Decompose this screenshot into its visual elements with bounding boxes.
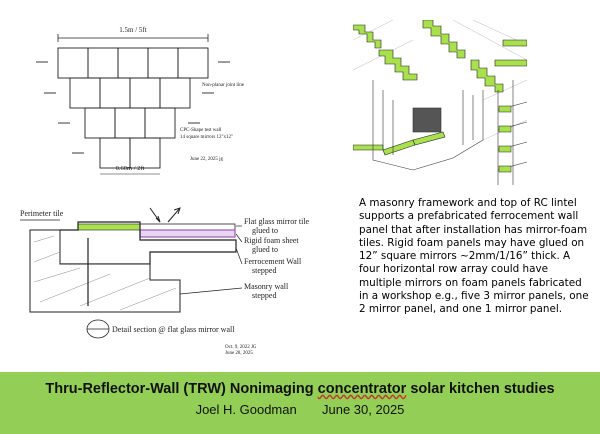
joint-line-label: Non-planar joint line xyxy=(202,83,244,88)
rigid-foam-sheet xyxy=(140,230,235,237)
date-label-2: June 28, 2025 xyxy=(225,351,253,356)
footer-band xyxy=(0,372,600,434)
perimeter-tile-label: Perimeter tile xyxy=(20,209,64,218)
date-label: June 22, 2025 jg xyxy=(190,157,224,162)
mirror-tile-label-1: Flat glass mirror tile xyxy=(244,217,310,226)
perspective-sketch xyxy=(353,20,527,185)
top-dimension-label: 1.5m / 5ft xyxy=(119,26,147,34)
detail-caption: Detail section @ flat glass mirror wall xyxy=(112,325,235,334)
perimeter-tile-strip xyxy=(78,224,140,230)
test-wall-label: CPC-Shape test wall xyxy=(180,128,222,133)
bottom-dimension-label: 0.60m / 2ft xyxy=(115,165,145,172)
ferrocement-label-1: Ferrocement Wall xyxy=(244,257,302,266)
masonry-label-2: stepped xyxy=(252,291,277,300)
masonry-label-1: Masonry wall xyxy=(244,282,289,291)
foam-label-2: glued to xyxy=(252,245,278,254)
mirror-count-label: 14 square mirrors 12"x12" xyxy=(180,135,234,140)
footer-title-part3: solar kitchen studies xyxy=(406,381,555,397)
cpc-wall-elevation-drawing xyxy=(30,20,260,180)
foam-label-1: Rigid foam sheet xyxy=(244,236,299,245)
section-detail-drawing xyxy=(20,202,350,367)
footer-title-part1: Thru-Reflector-Wall (TRW) Nonimaging xyxy=(45,381,318,397)
footer-title-part2: concentrator xyxy=(317,381,407,397)
ferrocement-label-2: stepped xyxy=(252,266,277,275)
date-label-1: Oct. 9, 2022 JG xyxy=(225,345,257,350)
mirror-tile-label-2: glued to xyxy=(252,226,278,235)
footer-title xyxy=(0,381,600,397)
footer-byline: Joel H. Goodman June 30, 2025 xyxy=(195,402,405,417)
description-text: A masonry framework and top of RC lintel supports a prefabricated ferrocement wall panel that after installation has mirror-foam tiles. Rigid foam panels may have glued on 12” square mirrors ~2mm/1/16” thick. A four horizontal row array could have multiple mirrors on foam panels fabricated in a workshop e.g., five 3 mirror panels, one 2 mirror panel, and one 1 mirror panel. xyxy=(359,197,589,316)
